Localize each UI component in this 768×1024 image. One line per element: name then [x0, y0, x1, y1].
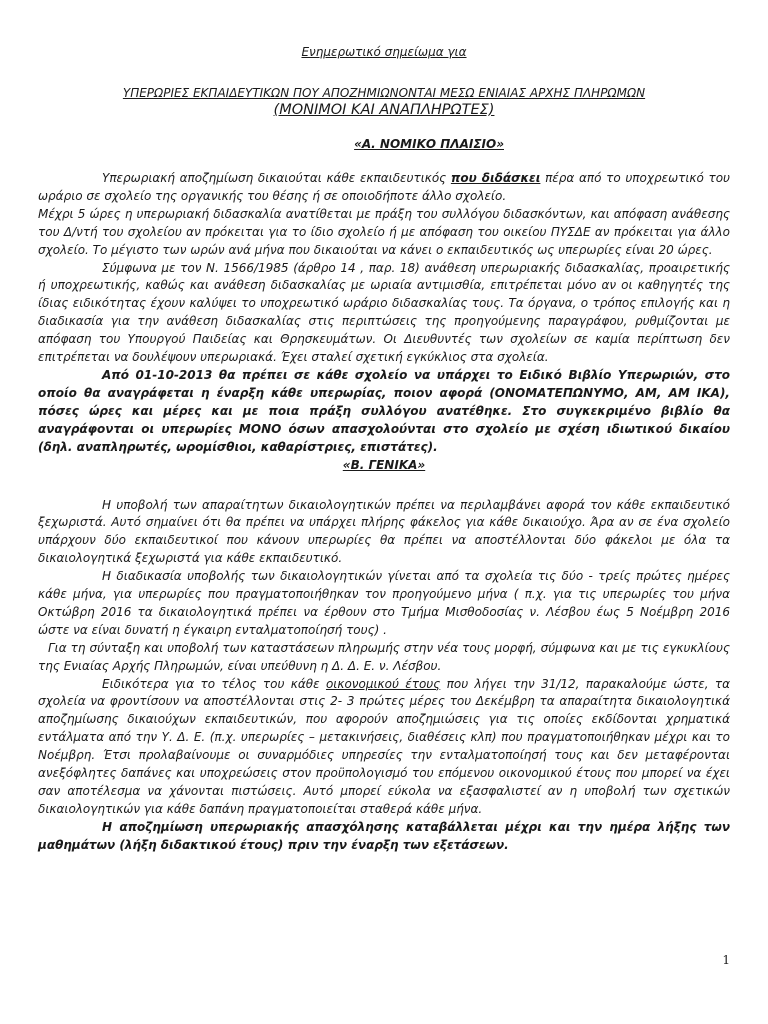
paragraph-a4: Από 01-10-2013 θα πρέπει σε κάθε σχολείο να υπάρχει το Ειδικό Βιβλίο Υπερωριών, στο οποίο θα αναγράφεται η έναρξη κάθε υπερωρίας, ποιον αφορά (ΟΝΟΜΑΤΕΠΩΝΥΜΟ, ΑΜ, ΑΜ ΙΚΑ), πόσες ώρες και μέρες και με ποια πράξη συλλόγου ανατέθηκε. Στο συγκεκριμένο βιβλίο θα αναγράφονται οι υπερωρίες ΜΟΝΟ όσων απασχολούνται στο σχολείο με σχέση ιδιωτικού δικαίου (δηλ. αναπληρωτές, ωρομίσθιοι, καθαρίστριες, επιστάτες). — [38, 367, 730, 454]
page-number: 1 — [722, 953, 730, 967]
paragraph-b5: Η αποζημίωση υπερωριακής απασχόλησης καταβάλλεται μέχρι και την ημέρα λήξης των μαθημάτων (λήξη διδακτικού έτους) πριν την έναρξη των εξετάσεων. — [38, 819, 730, 852]
paragraph-b4-text: Ειδικότερα για το τέλος του κάθε — [102, 676, 326, 691]
paragraph-b4 — [38, 676, 730, 819]
paragraph-b4-emphasis: οικονομικού έτους — [325, 676, 441, 691]
memo-subtitle: ΥΠΕΡΩΡΙΕΣ ΕΚΠΑΙΔΕΥΤΙΚΩΝ ΠΟΥ ΑΠΟΖΗΜΙΩΝΟΝΤΑΙ ΜΕΣΩ ΕΝΙΑΙΑΣ ΑΡΧΗΣ ΠΛΗΡΩΜΩΝ — [122, 86, 646, 100]
paragraph-b1: Η υποβολή των απαραίτητων δικαιολογητικών πρέπει να περιλαμβάνει αφορά τον κάθε εκπαιδευτικό ξεχωριστά. Αυτό σημαίνει ότι θα πρέπει να υπάρχει πλήρης φάκελος για κάθε δικαιούχο. Άρα αν σε ένα σχολείο υπάρχουν δύο εκπαιδευτικοί που κάνουν υπερωρίες θα πρέπει να αποστέλλονται δύο φάκελοι με όλα τα δικαιολογητικά ξεχωριστά για κάθε εκπαιδευτικό. — [38, 497, 730, 566]
memo-subtitle-secondary: (ΜΟΝΙΜΟΙ ΚΑΙ ΑΝΑΠΛΗΡΩΤΕΣ) — [273, 102, 495, 118]
paragraph-a3: Σύμφωνα με τον Ν. 1566/1985 (άρθρο 14 , παρ. 18) ανάθεση υπερωριακής διδασκαλίας, προαιρετικής ή υποχρεωτικής, καθώς και ανάθεση διδασκαλίας με ωριαία αντιμισθία, επιτρέπεται μόνο αν οι καθηγητές της ίδιας ειδικότητας έχουν καλύψει το υποχρεωτικό ωράριο διδασκαλίας τους. Τα όργανα, ο τρόπος επιλογής και η διαδικασία για την ανάθεση διδασκαλίας στις περιπτώσεις της προηγούμενης παραγράφου, ρυθμίζονται με απόφαση του Υπουργού Παιδείας και Θρησκευμάτων. Οι Διευθυντές των σχολείων σε καμία περίπτωση δεν επιτρέπεται να δουλέψουν υπερωριακά. Έχει σταλεί σχετική εγκύκλιος στα σχολεία. — [38, 260, 730, 365]
paragraph-b3: Για τη σύνταξη και υποβολή των καταστάσεων πληρωμής στην νέα τους μορφή, σύμφωνα και με τις εγκυκλίους της Ενιαίας Αρχής Πληρωμών, είναι υπεύθυνη η Δ. Δ. Ε. ν. Λέσβου. — [38, 640, 730, 673]
memo-title: Ενημερωτικό σημείωμα για — [301, 45, 467, 59]
section-a-heading: «Α. ΝΟΜΙΚΟ ΠΛΑΙΣΙΟ» — [354, 137, 504, 151]
paragraph-b4-text-end: που λήγει την 31/12, παρακαλούμε ώστε, τα σχολεία να φροντίσουν να αποστέλλονται στις 2- 3 πρώτες μέρες του Δεκέμβρη τα απαραίτητα δικαιολογητικά αποζημίωσης δικαιούχων εκπαιδευτικών, που αφορούν αποζημιώσεις για τις οποίες εκδίδονται χρηματικά εντάλματα από την Υ. Δ. Ε. (π.χ. υπερωρίες – μετακινήσεις, διαθέσεις κλπ) που πραγματοποιήθηκαν μέχρι και το Νοέμβρη. Έτσι προλαβαίνουμε οι συναρμόδιες υπηρεσίες την ενταλματοποίησή τους και δεν μεταφέρονται ανεξόφλητες δαπάνες και υποχρεώσεις στον προϋπολογισμό του επόμενου οικονομικού έτους που μπορεί να έχει σαν αποτέλεσμα να χάνονται πιστώσεις. Αυτό μπορεί εύκολα να εξασφαλιστεί αν η υποβολή των σχετικών δικαιολογητικών για κάθε δαπάνη πραγματοποιείται σταθερά κάθε μήνα. — [38, 676, 730, 816]
paragraph-a1-emphasis: που διδάσκει — [450, 171, 541, 185]
section-b-heading: «Β. ΓΕΝΙΚΑ» — [342, 457, 426, 472]
paragraph-a1 — [38, 170, 730, 206]
paragraph-a1-text: Υπερωριακή αποζημίωση δικαιούται κάθε εκπαιδευτικός — [102, 171, 451, 185]
paragraph-a2: Μέχρι 5 ώρες η υπερωριακή διδασκαλία ανατίθεται με πράξη του συλλόγου διδασκόντων, και απόφαση ανάθεσης του Δ/ντή του σχολείου αν πρόκειται για το ίδιο σχολείο ή με απόφαση του οικείου ΠΥΣΔΕ αν πρόκειται για άλλο σχολείο. Το μέγιστο των ωρών ανά μήνα που δικαιούται να κάνει ο εκπαιδευτικός ως υπερωρίες είναι 20 ώρες. — [38, 206, 730, 257]
paragraph-a1-text-end: πέρα από το υποχρεωτικό του ωράριο σε σχολείο της οργανικής του θέσης ή σε οποιοδήποτε άλλο σχολείο. — [38, 171, 731, 203]
paragraph-b2: Η διαδικασία υποβολής των δικαιολογητικών γίνεται από τα σχολεία τις δύο - τρείς πρώτες ημέρες κάθε μήνα, για υπερωρίες που πραγματοποιήθηκαν τον προηγούμενο μήνα ( π.χ. για τις υπερωρίες του μήνα Οκτώβρη 2016 τα δικαιολογητικά πρέπει να έρθουν στο Τμήμα Μισθοδοσίας ν. Λέσβου έως 5 Νοέμβρη 2016 ώστε να είναι δυνατή η έγκαιρη ενταλματοποίησή τους) . — [38, 569, 730, 637]
